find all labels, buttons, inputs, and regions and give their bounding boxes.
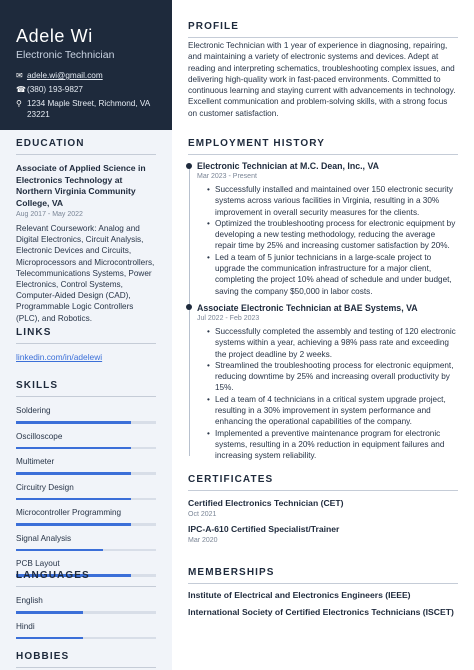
job-bullet: • Successfully completed the assembly and testing of 120 electronic systems within a year, achieving a 98% pass rate and exceeding the project deadline by 2 weeks. bbox=[207, 326, 458, 360]
skill-level-bar bbox=[16, 421, 156, 424]
job-dates: Mar 2023 - Present bbox=[197, 173, 257, 180]
skill-level-fill bbox=[16, 472, 131, 475]
certificate-date: Mar 2020 bbox=[188, 537, 218, 544]
memberships-heading: MEMBERSHIPS bbox=[188, 567, 458, 584]
education-heading: EDUCATION bbox=[16, 138, 156, 155]
skill-item bbox=[16, 405, 156, 424]
employment-timeline bbox=[188, 160, 458, 462]
skill-item bbox=[16, 431, 156, 450]
language-level-bar bbox=[16, 611, 156, 614]
skill-name: PCB Layout bbox=[16, 559, 60, 568]
skill-item bbox=[16, 456, 156, 475]
job-title: Electronic Technician at M.C. Dean, Inc., VA bbox=[197, 161, 380, 171]
education-section bbox=[16, 138, 156, 324]
links-section bbox=[16, 327, 156, 362]
skills-section bbox=[16, 380, 156, 584]
languages-heading: LANGUAGES bbox=[16, 570, 156, 587]
skill-level-fill bbox=[16, 523, 131, 526]
education-degree: Associate of Applied Science in Electronics Technology at Northern Virginia Community College, VA bbox=[16, 163, 146, 208]
certificate-date: Oct 2021 bbox=[188, 511, 217, 518]
education-dates: Aug 2017 - May 2022 bbox=[16, 211, 83, 218]
map-pin-icon: ⚲ bbox=[16, 99, 22, 108]
job-bullets bbox=[197, 184, 458, 297]
certificate-name: Certified Electronics Technician (CET) bbox=[188, 498, 344, 508]
address-text: 1234 Maple Street, Richmond, VA 23221 bbox=[27, 99, 150, 119]
job-entry bbox=[188, 160, 458, 297]
skill-name: Circuitry Design bbox=[16, 482, 74, 492]
links-heading: LINKS bbox=[16, 327, 156, 344]
job-bullet: • Implemented a preventive maintenance program for electronic systems, resulting in a 20% reduction in equipment failures and increasing system reliability. bbox=[207, 428, 458, 462]
skill-level-bar bbox=[16, 447, 156, 450]
certificates-heading: CERTIFICATES bbox=[188, 474, 458, 491]
skill-name: Microcontroller Programming bbox=[16, 508, 122, 517]
job-title: Associate Electronic Technician at BAE Systems, VA bbox=[197, 302, 418, 313]
phone-icon: ☎ bbox=[16, 85, 26, 94]
skill-level-fill bbox=[16, 447, 131, 450]
skill-level-bar bbox=[16, 498, 156, 501]
language-item bbox=[16, 595, 156, 614]
skill-level-bar bbox=[16, 549, 156, 552]
certificate-name: IPC-A-610 Certified Specialist/Trainer bbox=[188, 524, 340, 534]
phone-text: (380) 193-9827 bbox=[27, 85, 83, 94]
skill-name: Soldering bbox=[16, 406, 51, 415]
linkedin-link[interactable]: linkedin.com/in/adelewi bbox=[16, 352, 103, 362]
job-bullet: • Successfully installed and maintained over 150 electronic security systems across various facilities in Virginia, resulting in a 30% improvement in overall security measures for the clients. bbox=[207, 184, 458, 218]
job-bullets bbox=[197, 326, 458, 462]
membership-item: Institute of Electrical and Electronics Engineers (IEEE) bbox=[188, 590, 411, 600]
hobbies-heading: HOBBIES bbox=[16, 651, 156, 668]
skill-name: Signal Analysis bbox=[16, 533, 72, 543]
contact-address-row bbox=[16, 98, 161, 120]
candidate-title: Electronic Technician bbox=[16, 49, 115, 61]
job-bullet: • Led a team of 5 junior technicians in a large-scale project to upgrade the communication infrastructure for a major client, completing the project 10% ahead of schedule and under budget, saving the company $50,000 in labor costs. bbox=[207, 252, 458, 297]
contact-phone-row bbox=[16, 84, 161, 95]
job-bullet: • Led a team of 4 technicians in a critical system upgrade project, resulting in a 30% improvement in system performance and enhancing the operational capabilities of the company. bbox=[207, 394, 458, 428]
language-level-bar bbox=[16, 637, 156, 640]
language-level-fill bbox=[16, 637, 83, 640]
skill-level-fill bbox=[16, 421, 131, 424]
language-level-fill bbox=[16, 611, 83, 614]
certificate-item bbox=[188, 497, 458, 520]
profile-heading: PROFILE bbox=[188, 21, 458, 38]
skill-name: Oscilloscope bbox=[16, 431, 63, 441]
profile-text: Electronic Technician with 1 year of experience in diagnosing, repairing, and maintaining a variety of electronic systems and devices. Adept at reading and interpreting schematics, troubleshooting complex issues, and delivering high-quality work in fast-paced environments. Committed to continuous learning and staying current with advancements in technology. Excellent communication and problem-solving skills, with a strong focus on customer satisfaction. bbox=[188, 41, 456, 118]
skill-item bbox=[16, 507, 156, 526]
timeline-dot bbox=[186, 163, 192, 169]
skill-level-bar bbox=[16, 523, 156, 526]
skill-item bbox=[16, 533, 156, 552]
education-description: Relevant Coursework: Analog and Digital Electronics, Circuit Analysis, Electronic Devices and Circuits, Microprocessors and Microcontrollers, Telecommunications Systems, Power Electronics, Control Systems, Computer-Aided Design (CAD), Programmable Logic Controllers (PLC), and Robotics. bbox=[16, 224, 155, 323]
certificate-item bbox=[188, 523, 458, 546]
skill-name: Multimeter bbox=[16, 457, 55, 466]
job-bullet: • Optimized the troubleshooting process for electronic equipment by developing a new testing methodology, reducing the average repair time by 25% and increasing customer satisfaction by 20%. bbox=[207, 218, 458, 252]
skills-list bbox=[16, 405, 156, 577]
contact-email-row bbox=[16, 70, 161, 81]
skill-level-fill bbox=[16, 549, 103, 552]
languages-list bbox=[16, 595, 156, 639]
contact-list bbox=[16, 70, 161, 123]
language-name: English bbox=[16, 596, 43, 605]
candidate-name: Adele Wi bbox=[16, 26, 93, 46]
language-name: Hindi bbox=[16, 621, 35, 631]
email-link[interactable]: adele.wi@gmail.com bbox=[27, 71, 103, 80]
skills-heading: SKILLS bbox=[16, 380, 156, 397]
skill-level-bar bbox=[16, 472, 156, 475]
timeline-dot bbox=[186, 304, 192, 310]
job-bullet: • Streamlined the troubleshooting process for electronic equipment, reducing downtime by 25% and increasing overall productivity by 15%. bbox=[207, 360, 458, 394]
job-dates: Jul 2022 - Feb 2023 bbox=[197, 314, 260, 322]
employment-heading: EMPLOYMENT HISTORY bbox=[188, 138, 458, 155]
language-item bbox=[16, 621, 156, 640]
skill-item bbox=[16, 482, 156, 501]
skill-level-fill bbox=[16, 498, 131, 501]
membership-item: International Society of Certified Electronics Technicians (ISCET) bbox=[188, 607, 454, 617]
hobbies-section bbox=[16, 651, 156, 670]
job-entry bbox=[188, 302, 458, 462]
envelope-icon: ✉ bbox=[16, 71, 23, 80]
languages-section bbox=[16, 570, 156, 646]
